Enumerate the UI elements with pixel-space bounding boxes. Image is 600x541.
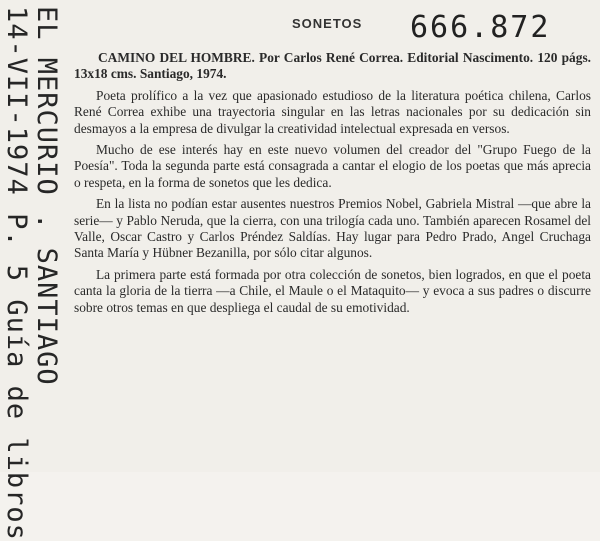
paragraph-2: Mucho de ese interés hay en este nuevo volumen del creador del "Grupo Fuego de la Poesía". Toda la segunda parte está consagrada a cantar el elogio de los poetas que más aprecia o respeta, en la forma de sonetos que les dedica. xyxy=(74,142,591,190)
catalog-number: 666.872 xyxy=(410,10,551,45)
review-article xyxy=(74,50,591,321)
paragraph-4: La primera parte está formada por otra colección de sonetos, bien logrados, en que el poeta canta la gloria de la tierra —a Chile, el Maule o el Mataquito— y evoca a sus padres o discurre sobre otros temas en que despliega el caudal de su emotividad. xyxy=(74,266,591,315)
source-note-line-1: EL MERCURIO . SANTIAGO xyxy=(31,6,62,386)
book-citation: CAMINO DEL HOMBRE. Por Carlos René Correa. Editorial Nascimento. 120 págs. 13x18 cms. Santiago, 1974. xyxy=(74,50,591,82)
paragraph-1: Poeta prolífico a la vez que apasionado estudioso de la literatura poética chilena, Carlos René Correa exhibe una trayectoria singular en las letras nacionales por su dedicación sin desmayos a la empresa de divulgar la creatividad intelectual expresada en versos. xyxy=(74,87,591,136)
handwritten-source-note xyxy=(1,2,66,541)
paragraph-3: En la lista no podían estar ausentes nuestros Premios Nobel, Gabriela Mistral —que abre la serie— y Pablo Neruda, que la cierra, con una trilogía cada uno. También aparecen Rosamel del Valle, Oscar Castro y Carlos Préndez Saldías. Hay lugar para Pedro Prado, Angel Cruchaga Santa María y Hübner Bezanilla, por sólo citar algunos. xyxy=(74,196,591,261)
source-note-line-2: 14-VII-1974 P. 5 Guía de libros xyxy=(1,6,32,541)
section-title: SONETOS xyxy=(292,16,363,31)
clipping-header xyxy=(92,10,592,50)
